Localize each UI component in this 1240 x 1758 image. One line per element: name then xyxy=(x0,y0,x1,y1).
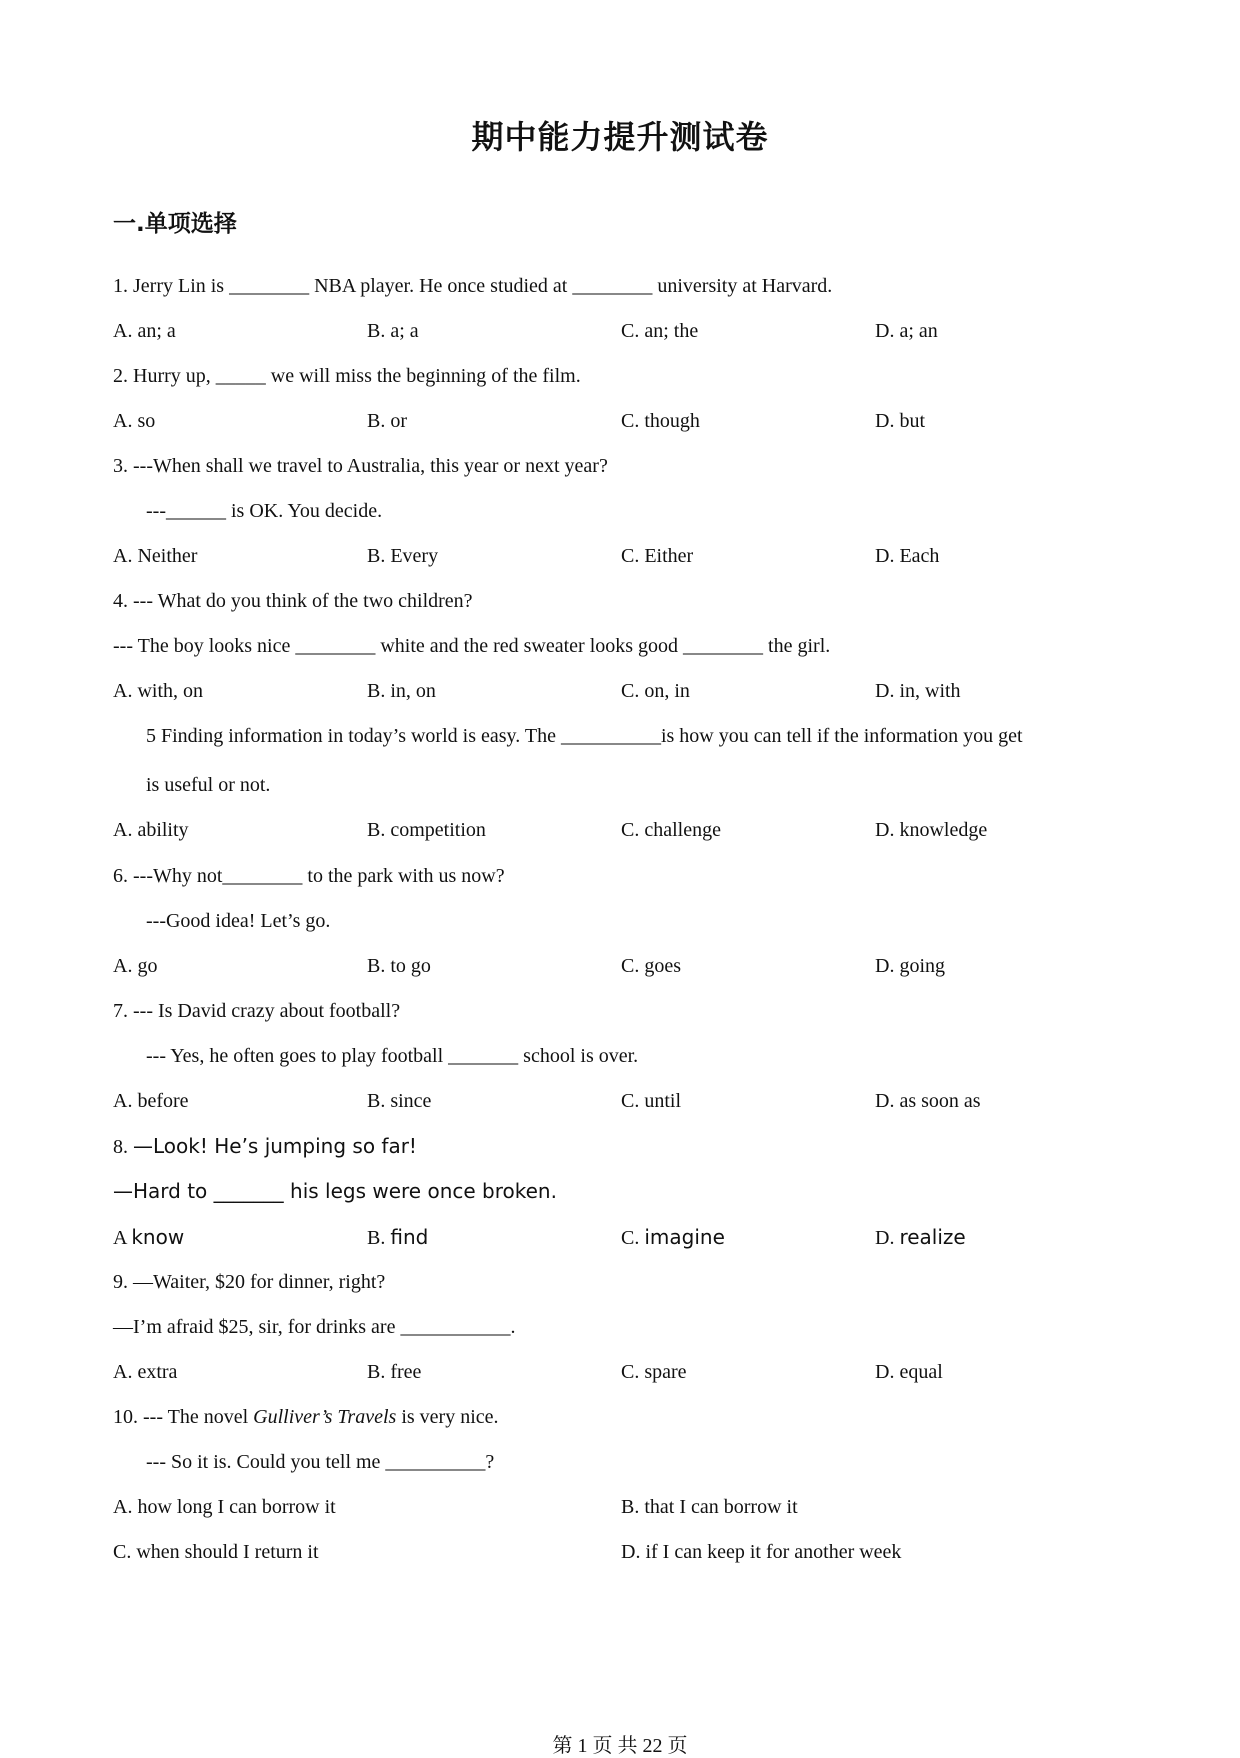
option-a[interactable]: A. Neither xyxy=(113,545,198,567)
option-d[interactable]: D. going xyxy=(875,955,945,977)
option-a[interactable]: A. with, on xyxy=(113,680,203,702)
question-3-options xyxy=(113,542,1163,570)
option-c[interactable]: C. challenge xyxy=(621,819,721,841)
question-4-options xyxy=(113,677,1163,705)
question-3: 3. ---When shall we travel to Australia, this year or next year? xyxy=(113,455,608,477)
option-a[interactable]: A. go xyxy=(113,955,158,977)
question-2: 2. Hurry up, _____ we will miss the beginning of the film. xyxy=(113,365,581,387)
question-8-number: 8. xyxy=(113,1136,133,1158)
option-word: realize xyxy=(899,1225,966,1249)
option-b[interactable]: B. that I can borrow it xyxy=(621,1496,798,1518)
question-6-reply: ---Good idea! Let’s go. xyxy=(146,910,331,932)
question-9-reply: —I’m afraid $25, sir, for drinks are ___________. xyxy=(113,1316,516,1338)
option-c[interactable]: C. goes xyxy=(621,955,681,977)
question-9-options xyxy=(113,1358,1163,1386)
question-6: 6. ---Why not________ to the park with us now? xyxy=(113,865,505,887)
question-5-continued: is useful or not. xyxy=(146,774,271,796)
option-b[interactable]: B. a; a xyxy=(367,320,419,342)
question-10-options-row1 xyxy=(113,1493,1163,1521)
question-10-options-row2 xyxy=(113,1538,1163,1566)
option-b[interactable]: B. competition xyxy=(367,819,486,841)
option-d[interactable]: D. but xyxy=(875,410,925,432)
question-9: 9. —Waiter, $20 for dinner, right? xyxy=(113,1271,386,1293)
option-d[interactable] xyxy=(875,1223,966,1252)
option-a[interactable]: A. ability xyxy=(113,819,189,841)
option-c[interactable]: C. on, in xyxy=(621,680,690,702)
option-c[interactable]: C. when should I return it xyxy=(113,1541,319,1563)
question-8-text: —Look! He’s jumping so far! xyxy=(133,1134,417,1158)
option-word: imagine xyxy=(644,1225,725,1249)
option-letter: C. xyxy=(621,1227,640,1249)
option-d[interactable]: D. if I can keep it for another week xyxy=(621,1541,902,1563)
option-c[interactable]: C. an; the xyxy=(621,320,699,342)
option-c[interactable]: C. Either xyxy=(621,545,694,567)
option-b[interactable]: B. or xyxy=(367,410,407,432)
question-8-options xyxy=(113,1223,1163,1251)
question-7: 7. --- Is David crazy about football? xyxy=(113,1000,401,1022)
option-b[interactable]: B. to go xyxy=(367,955,431,977)
option-d[interactable]: D. in, with xyxy=(875,680,961,702)
question-10-pre: 10. --- The novel xyxy=(113,1406,254,1428)
option-c[interactable]: C. spare xyxy=(621,1361,687,1383)
question-5-options xyxy=(113,816,1163,844)
option-letter: A xyxy=(113,1227,127,1249)
question-10-post: is very nice. xyxy=(396,1406,499,1428)
section-heading: 一.单项选择 xyxy=(113,211,237,237)
option-c[interactable] xyxy=(621,1223,725,1252)
question-1: 1. Jerry Lin is ________ NBA player. He once studied at ________ university at Harvard. xyxy=(113,275,833,297)
option-b[interactable]: B. since xyxy=(367,1090,432,1112)
question-7-reply: --- Yes, he often goes to play football _______ school is over. xyxy=(146,1045,639,1067)
question-2-options xyxy=(113,407,1163,435)
option-letter: B. xyxy=(367,1227,386,1249)
option-a[interactable]: A. how long I can borrow it xyxy=(113,1496,336,1518)
option-a[interactable]: A. an; a xyxy=(113,320,176,342)
option-c[interactable]: C. though xyxy=(621,410,700,432)
question-3-reply: ---______ is OK. You decide. xyxy=(146,500,383,522)
question-1-options xyxy=(113,317,1163,345)
option-d[interactable]: D. Each xyxy=(875,545,940,567)
option-d[interactable]: D. a; an xyxy=(875,320,938,342)
question-7-options xyxy=(113,1087,1163,1115)
question-8-reply: —Hard to _______ his legs were once broken. xyxy=(113,1179,557,1203)
page-title: 期中能力提升测试卷 xyxy=(471,118,769,156)
book-title: Gulliver’s Travels xyxy=(253,1406,397,1428)
option-d[interactable]: D. equal xyxy=(875,1361,943,1383)
option-a[interactable] xyxy=(113,1223,184,1252)
option-b[interactable]: B. Every xyxy=(367,545,439,567)
option-b[interactable]: B. in, on xyxy=(367,680,436,702)
option-letter: D. xyxy=(875,1227,895,1249)
option-b[interactable] xyxy=(367,1223,428,1252)
question-6-options xyxy=(113,952,1163,980)
option-word: know xyxy=(131,1225,185,1249)
page-footer: 第 1 页 共 22 页 xyxy=(552,1735,688,1757)
question-10-reply: --- So it is. Could you tell me __________? xyxy=(146,1451,495,1473)
question-10 xyxy=(113,1403,499,1431)
option-word: find xyxy=(390,1225,429,1249)
question-5: 5 Finding information in today’s world is easy. The __________is how you can tell if the information you get xyxy=(146,725,1023,747)
option-b[interactable]: B. free xyxy=(367,1361,422,1383)
question-8 xyxy=(113,1132,417,1161)
option-d[interactable]: D. as soon as xyxy=(875,1090,981,1112)
option-a[interactable]: A. so xyxy=(113,410,156,432)
option-a[interactable]: A. extra xyxy=(113,1361,178,1383)
option-c[interactable]: C. until xyxy=(621,1090,682,1112)
question-4: 4. --- What do you think of the two children? xyxy=(113,590,473,612)
option-d[interactable]: D. knowledge xyxy=(875,819,988,841)
question-4-reply: --- The boy looks nice ________ white and the red sweater looks good ________ the girl. xyxy=(113,635,831,657)
option-a[interactable]: A. before xyxy=(113,1090,189,1112)
